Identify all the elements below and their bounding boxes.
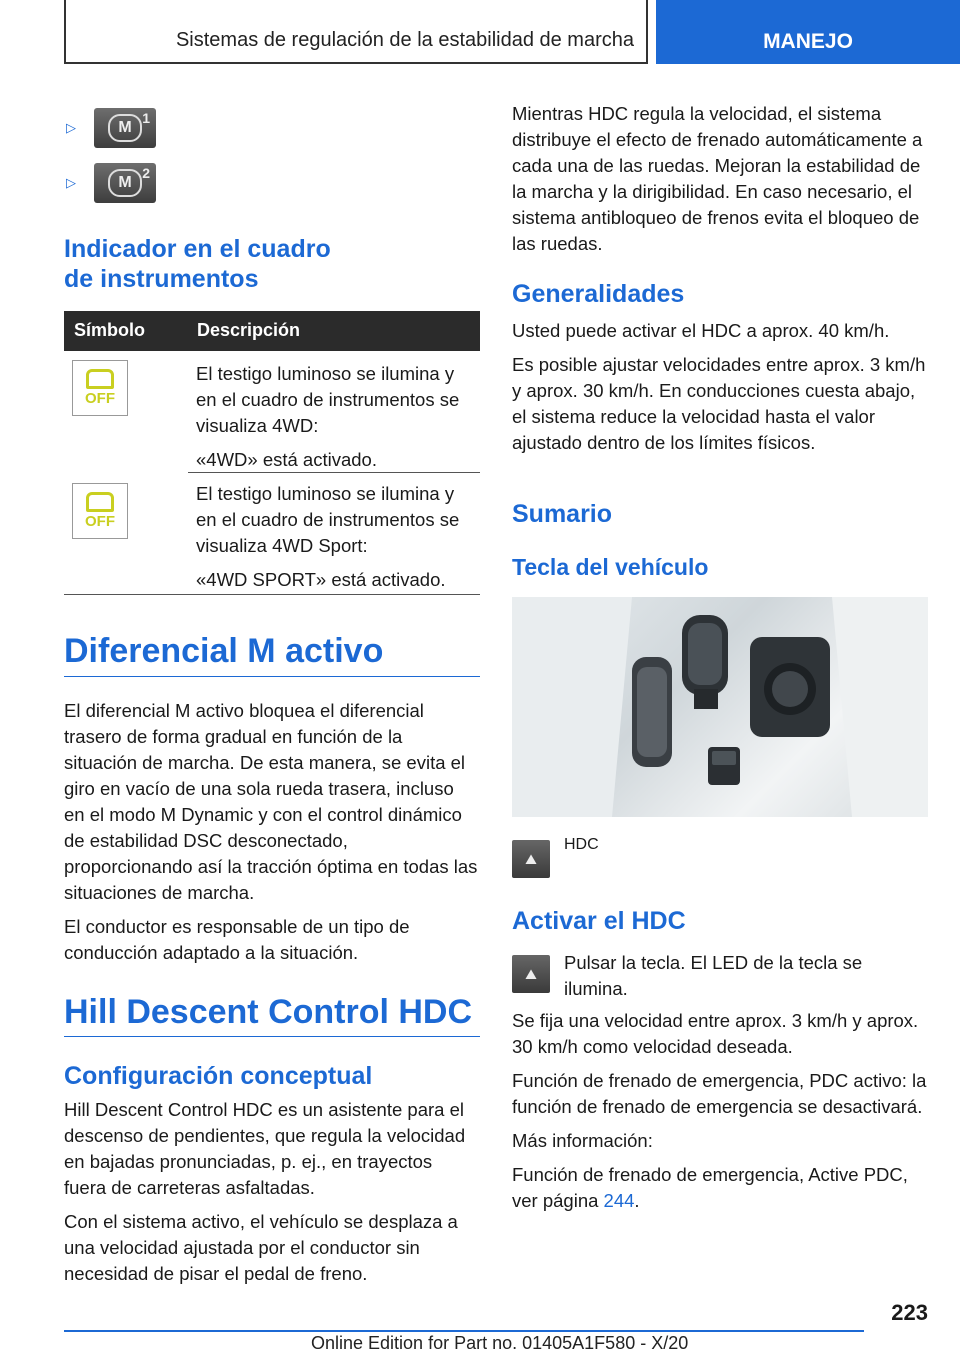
m1-button-icon: M 1 bbox=[94, 108, 156, 148]
activate-step: Pulsar la tecla. El LED de la tecla se ilumina. bbox=[564, 952, 863, 999]
col-description: Descripción bbox=[197, 320, 301, 340]
hdc-label: HDC bbox=[564, 836, 599, 853]
triangle-bullet-icon: ▷ bbox=[66, 120, 76, 135]
list-item bbox=[66, 108, 156, 148]
table-bottom-rule bbox=[64, 594, 480, 595]
table-header bbox=[64, 311, 480, 351]
running-header bbox=[64, 0, 648, 64]
col-symbol: Símbolo bbox=[74, 320, 145, 340]
edition-note: Online Edition for Part no. 01405A1F580 - X/20 bbox=[311, 1333, 689, 1353]
4wd-off-warning-icon: OFF bbox=[72, 360, 128, 416]
general-body: Usted puede activar el HDC a aprox. 40 km/h. Es posible ajustar velocidades entre aprox. 3 km/h y aprox. 30 km/h. En conducciones cuesta abajo, el sistema reduce la velocidad hasta el valor ajustado dentro de los límites físicos. bbox=[512, 320, 926, 453]
intro-paragraph: Mientras HDC regula la velocidad, el sistema distribuye el efecto de frenado automáticamente a cada una de las ruedas. Mejoran la estabilidad de la marcha y la dirigibilidad. En caso necesario, el sistema antibloqueo de frenos evita el bloqueo de las ruedas. bbox=[512, 103, 923, 254]
footer-rule bbox=[64, 1330, 864, 1332]
general-heading: Generalidades bbox=[512, 280, 685, 308]
center-console-photo bbox=[512, 597, 928, 817]
table-row bbox=[72, 483, 128, 539]
row-divider bbox=[188, 472, 480, 473]
concept-heading: Configuración conceptual bbox=[64, 1062, 373, 1090]
page-number: 223 bbox=[891, 1300, 928, 1325]
table-cell-desc: El testigo luminoso se ilumina y en el cuadro de instrumentos se visualiza 4WD: «4WD» está activado. bbox=[196, 363, 460, 470]
table-cell-desc: El testigo luminoso se ilumina y en el cuadro de instrumentos se visualiza 4WD Sport: «4WD SPORT» está activado. bbox=[196, 483, 460, 590]
diff-heading: Diferencial M activo bbox=[64, 632, 384, 670]
list-item bbox=[66, 163, 156, 203]
m2-button-icon: M 2 bbox=[94, 163, 156, 203]
chapter-tab bbox=[656, 0, 960, 64]
hdc-button-icon: ⛰ bbox=[512, 955, 550, 993]
activate-body: Se fija una velocidad entre aprox. 3 km/h y aprox. 30 km/h como velocidad deseada. Función de frenado de emergencia, PDC activo: la función de frenado de emergencia se desactivará. Más información: Función de frenado de emergencia, Active PDC, ver página 244. bbox=[512, 1010, 927, 1211]
activate-heading: Activar el HDC bbox=[512, 907, 686, 935]
heading-rule bbox=[64, 1036, 480, 1037]
table-row bbox=[72, 360, 128, 416]
chapter-label: MANEJO bbox=[763, 30, 853, 53]
summary-heading: Sumario bbox=[512, 500, 613, 528]
key-heading: Tecla del vehículo bbox=[512, 554, 709, 580]
diff-body: El diferencial M activo bloquea el diferencial trasero de forma gradual en función de la situación de marcha. De esta manera, se evita el giro en vacío de una sola rueda trasera, incluso en el modo M Dynamic y con el control dinámico de estabilidad DSC desconectado, proporcionando así la tracción óptima en todas las situaciones de marcha. El conductor es responsable de un tipo de conducción adaptado a la situación. bbox=[64, 700, 478, 963]
hdc-heading: Hill Descent Control HDC bbox=[64, 993, 473, 1031]
page-reference-link[interactable]: 244 bbox=[603, 1190, 635, 1211]
heading-rule bbox=[64, 676, 480, 677]
concept-body: Hill Descent Control HDC es un asistente para el descenso de pendientes, que regula la velocidad en bajadas pronunciadas, p. ej., en trayectos fuera de carreteras asfaltadas. Con el sistema activo, el vehículo se desplaza a una velocidad ajustada por el conductor sin necesidad de pisar el pedal de freno. bbox=[64, 1099, 466, 1284]
list-item bbox=[512, 955, 550, 993]
indicator-heading: Indicador en el cuadro de instrumentos bbox=[64, 235, 331, 293]
section-title: Sistemas de regulación de la estabilidad de marcha bbox=[175, 29, 634, 51]
triangle-bullet-icon: ▷ bbox=[66, 175, 76, 190]
list-item bbox=[512, 840, 550, 878]
hdc-button-icon: ⛰ bbox=[512, 840, 550, 878]
4wd-off-warning-icon: OFF bbox=[72, 483, 128, 539]
